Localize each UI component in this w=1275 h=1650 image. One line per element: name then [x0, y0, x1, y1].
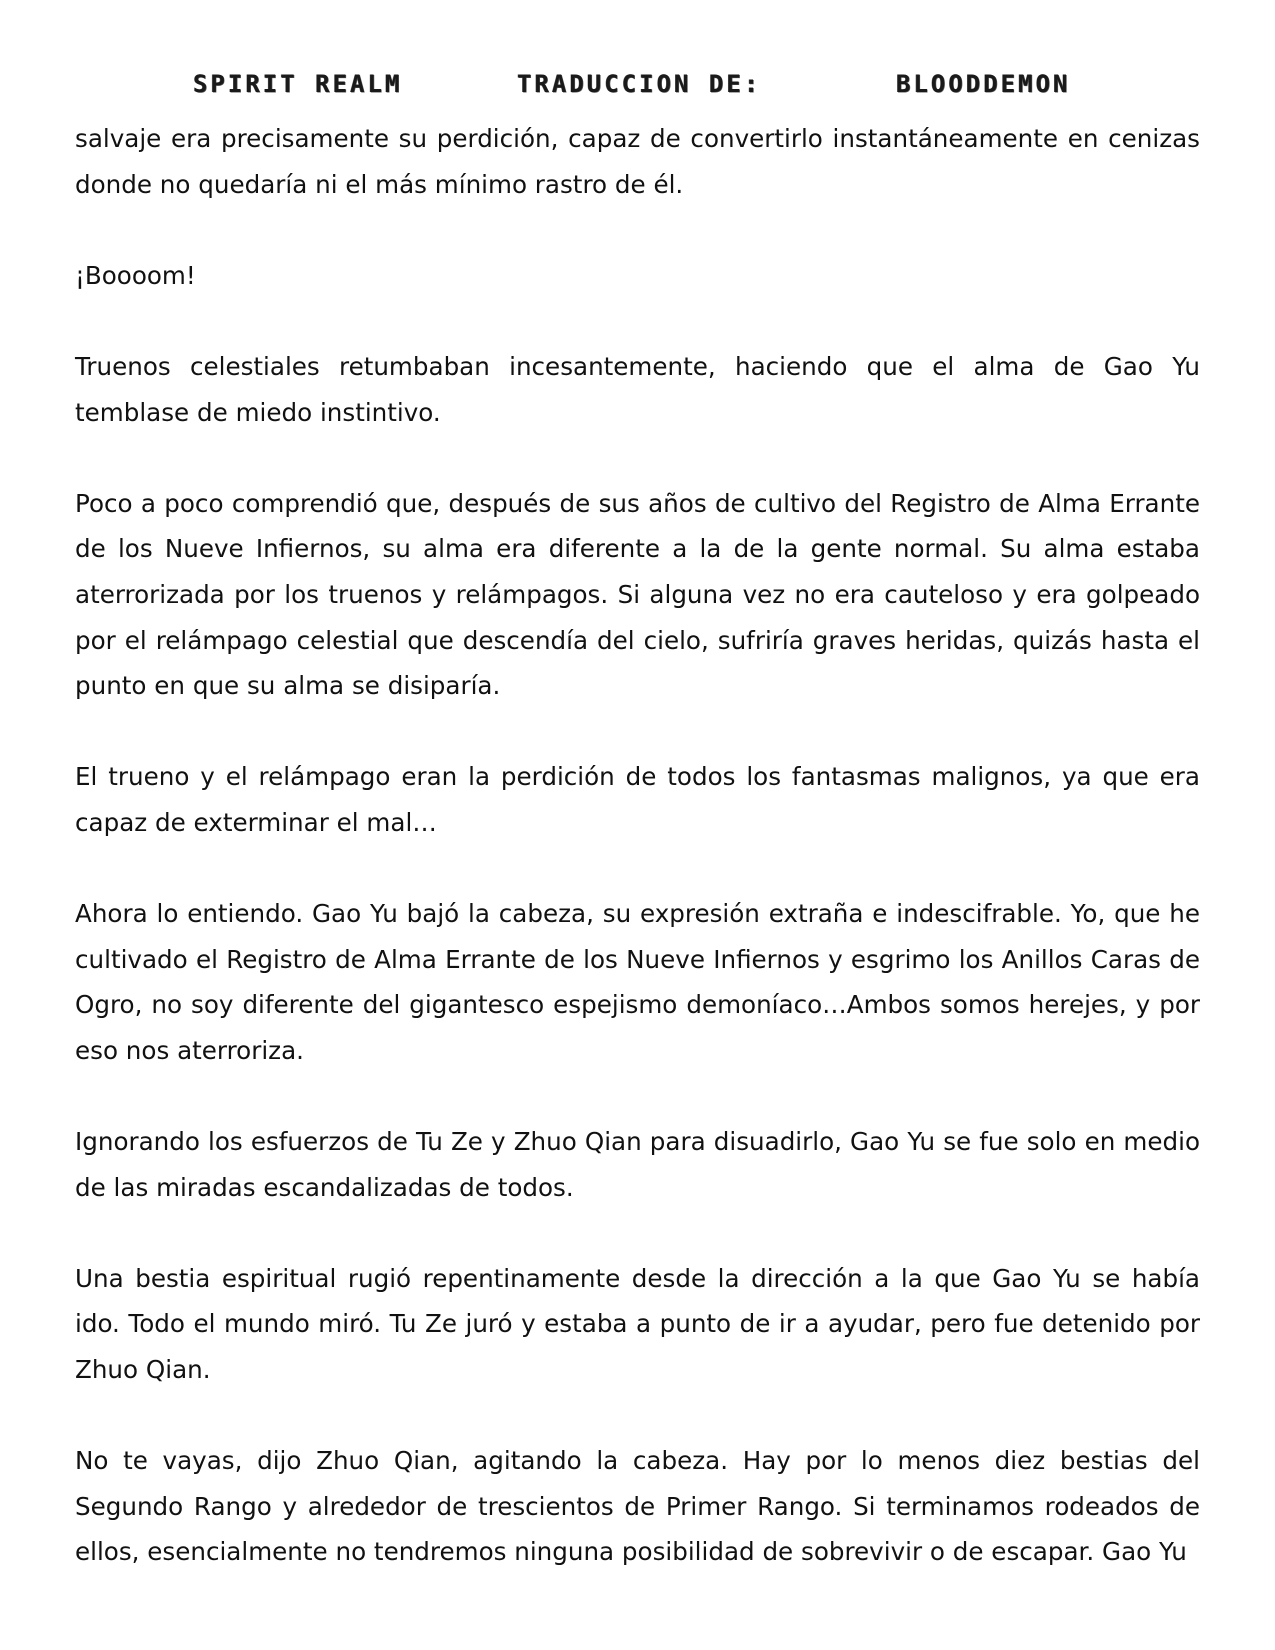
header-translation-label: TRADUCCION DE: — [517, 70, 762, 98]
paragraph: Ahora lo entiendo. Gao Yu bajó la cabeza, su expresión extraña e indescifrable. Yo, que he cultivado el Registro de Alma Errante de los Nueve Infiernos y esgrimo los Anillos Caras de Ogro, no soy diferente del gigantesco espejismo demoníaco…Ambos somos herejes, y por eso nos aterroriza. — [75, 899, 1200, 1065]
header-series-title: SPIRIT REALM — [193, 70, 403, 98]
paragraph: Poco a poco comprendió que, después de sus años de cultivo del Registro de Alma Errante de los Nueve Infiernos, su alma era diferente a la de la gente normal. Su alma estaba aterrorizada por los truenos y relámpagos. Si alguna vez no era cauteloso y era golpeado por el relámpago celestial que descendía del cielo, sufriría graves heridas, quizás hasta el punto en que su alma se disiparía. — [75, 488, 1200, 701]
paragraph: Truenos celestiales retumbaban incesantemente, haciendo que el alma de Gao Yu temblase de miedo instintivo. — [75, 351, 1200, 427]
header-translator-name: BLOODDEMON — [896, 70, 1071, 98]
page-header — [0, 70, 1275, 110]
document-body — [75, 116, 1200, 1621]
paragraph: No te vayas, dijo Zhuo Qian, agitando la cabeza. Hay por lo menos diez bestias del Segundo Rango y alrededor de trescientos de Primer Rango. Si terminamos rodeados de ellos, esencialmente no tendremos ninguna posibilidad de sobrevivir o de escapar. Gao Yu — [75, 1446, 1200, 1567]
paragraph: salvaje era precisamente su perdición, capaz de convertirlo instantáneamente en cenizas donde no quedaría ni el más mínimo rastro de él. — [75, 124, 1200, 199]
paragraph: El trueno y el relámpago eran la perdición de todos los fantasmas malignos, ya que era capaz de exterminar el mal… — [75, 762, 1200, 837]
paragraph: Una bestia espiritual rugió repentinamente desde la dirección a la que Gao Yu se había ido. Todo el mundo miró. Tu Ze juró y estaba a punto de ir a ayudar, pero fue detenido por Zhuo Qian. — [75, 1263, 1200, 1385]
paragraph: ¡Boooom! — [75, 260, 196, 290]
paragraph: Ignorando los esfuerzos de Tu Ze y Zhuo Qian para disuadirlo, Gao Yu se fue solo en medio de las miradas escandalizadas de todos. — [75, 1127, 1200, 1202]
